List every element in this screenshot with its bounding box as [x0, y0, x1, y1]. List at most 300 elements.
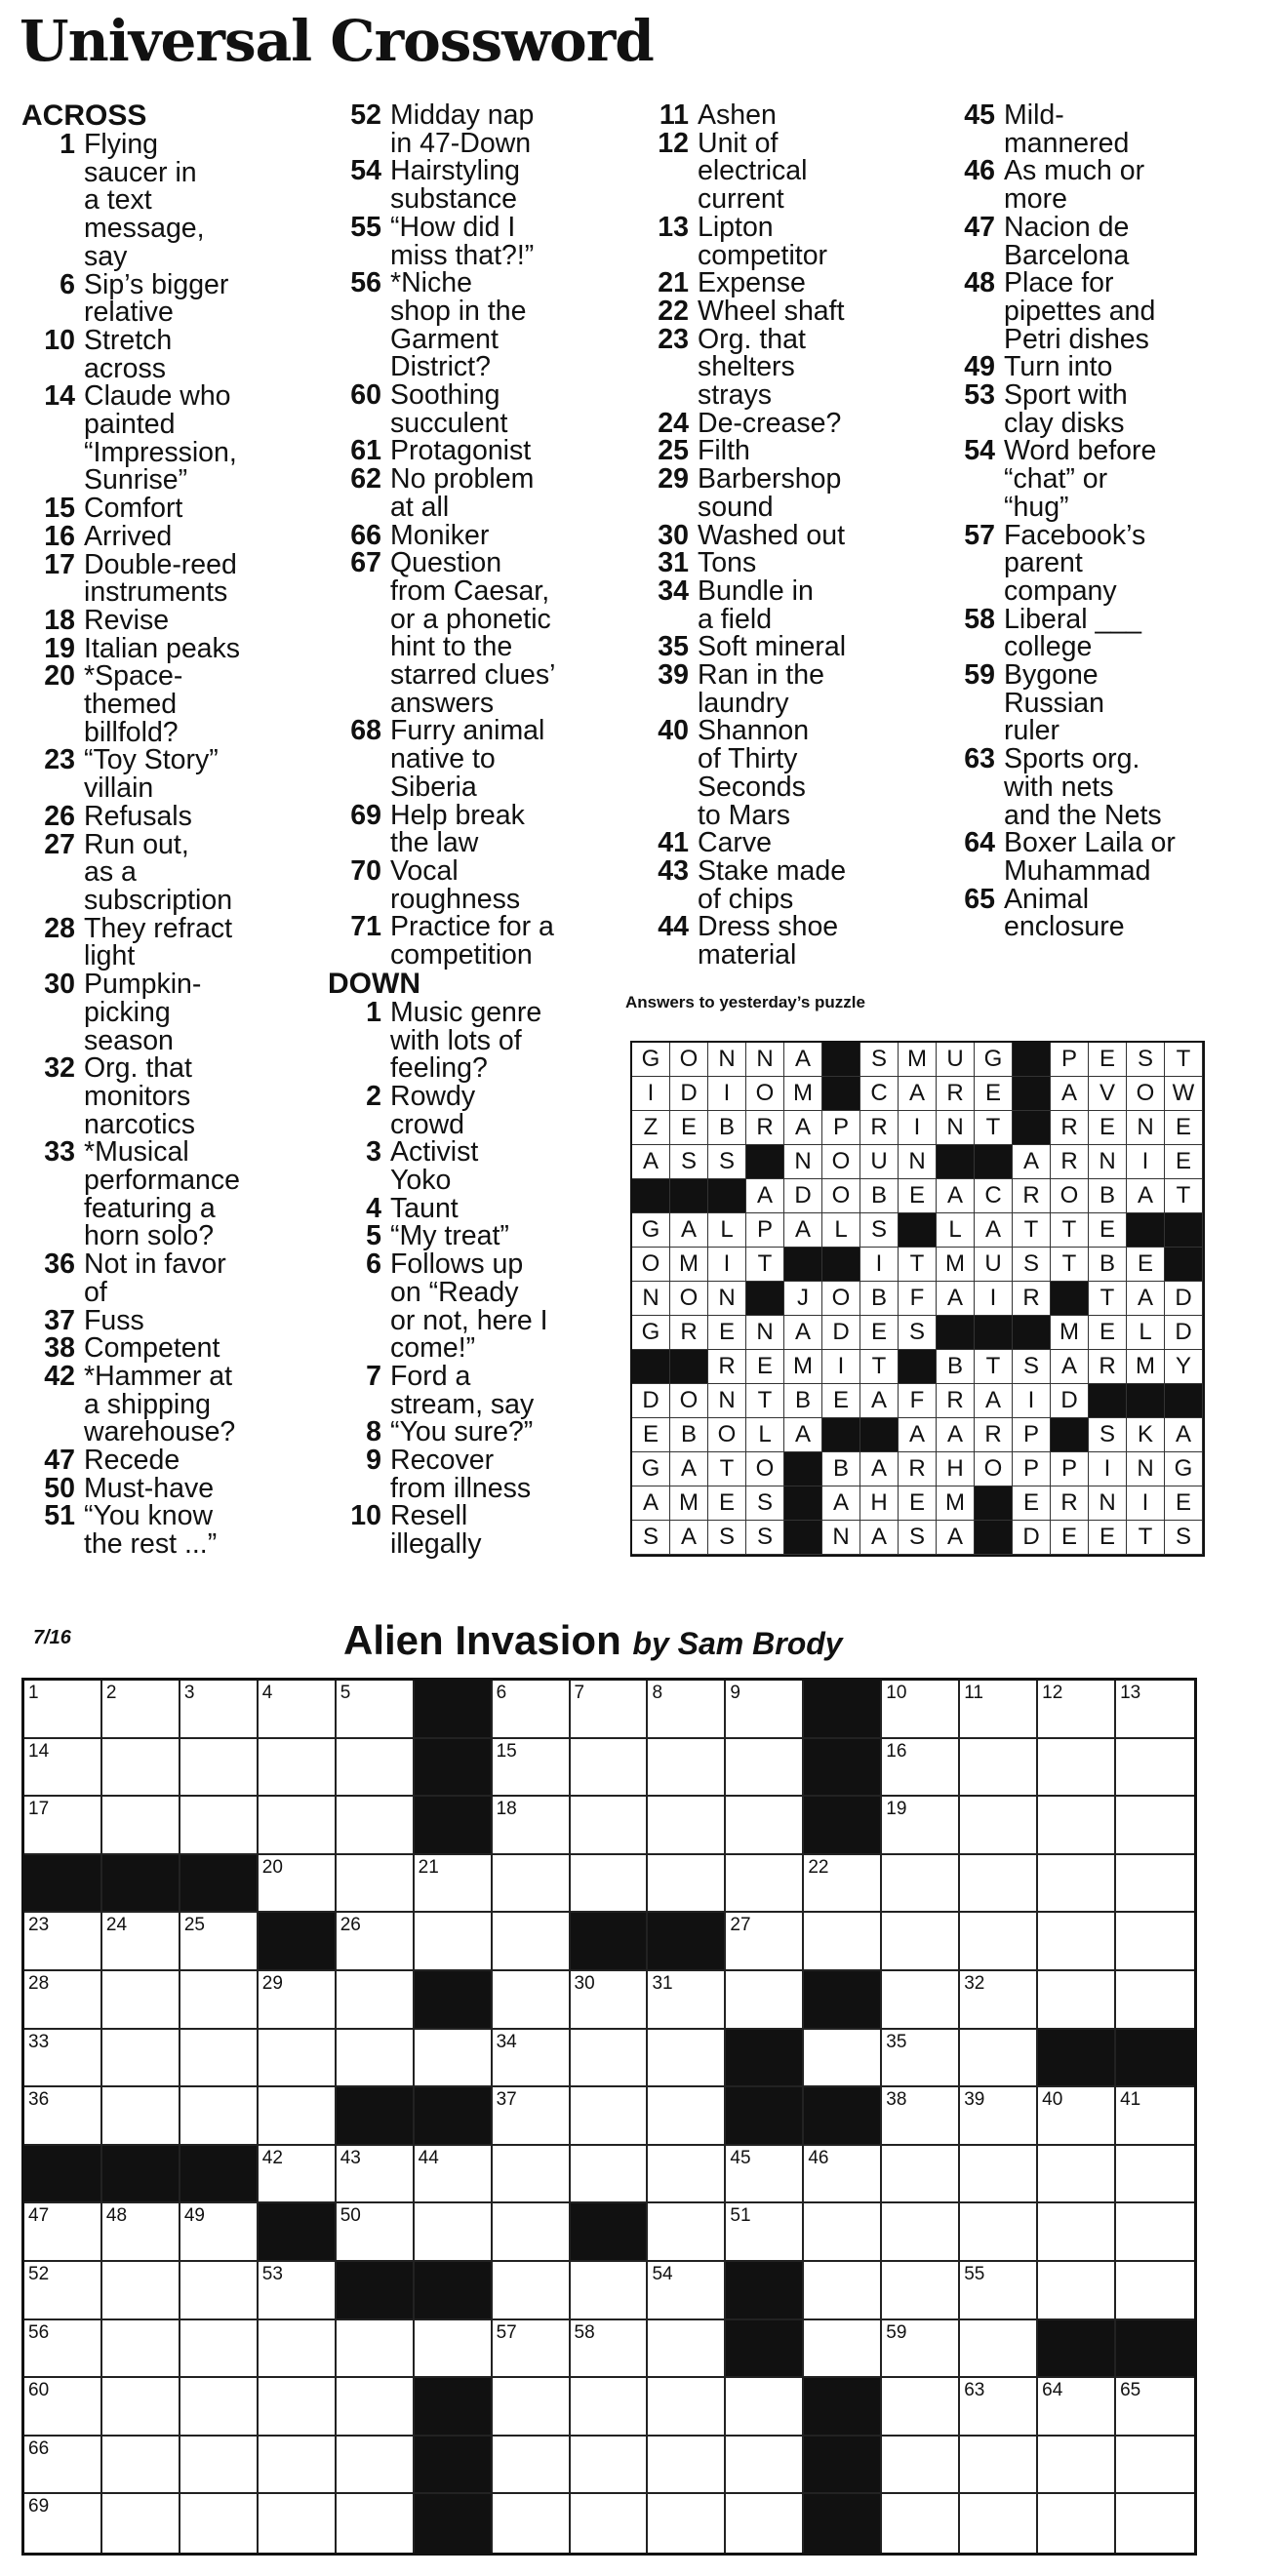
grid-cell[interactable]	[648, 2203, 726, 2262]
grid-cell[interactable]	[960, 1855, 1038, 1914]
clue-item	[635, 297, 933, 326]
answer-letter: R	[1051, 1486, 1089, 1521]
answer-letter: A	[1013, 1145, 1051, 1179]
grid-cell[interactable]	[337, 1739, 415, 1798]
grid-cell[interactable]	[24, 2494, 102, 2553]
grid-cell[interactable]	[415, 2203, 493, 2262]
grid-cell[interactable]	[960, 1797, 1038, 1855]
grid-cell[interactable]	[493, 1739, 571, 1798]
grid-cell[interactable]	[726, 2494, 804, 2553]
grid-cell[interactable]	[259, 2494, 337, 2553]
grid-cell[interactable]	[180, 2262, 259, 2320]
answer-black-square	[899, 1350, 937, 1384]
grid-cell[interactable]	[648, 1855, 726, 1914]
answer-letter: A	[670, 1213, 708, 1248]
clue-text	[390, 437, 625, 465]
grid-cell[interactable]	[571, 2146, 649, 2204]
grid-cell[interactable]	[102, 1797, 180, 1855]
grid-cell[interactable]	[648, 2087, 726, 2146]
answer-letter: N	[708, 1384, 746, 1418]
clue-text	[84, 800, 319, 832]
grid-cell[interactable]	[1116, 2203, 1194, 2262]
answer-letter: G	[632, 1043, 670, 1077]
clue-item	[328, 799, 625, 859]
grid-cell[interactable]	[102, 1971, 180, 2030]
answer-black-square	[784, 1521, 822, 1555]
clue-text-line: Dress shoe	[698, 911, 839, 943]
grid-cell[interactable]	[180, 2030, 259, 2088]
clue-text-line: Barbershop	[698, 463, 842, 495]
clue-text-line: relative	[84, 297, 174, 329]
grid-cell[interactable]	[337, 2437, 415, 2495]
grid-cell[interactable]	[648, 1681, 726, 1739]
grid-cell[interactable]	[1038, 1971, 1116, 2030]
grid-cell[interactable]	[804, 2320, 882, 2379]
grid-cell[interactable]	[1038, 2203, 1116, 2262]
grid-cell[interactable]	[1116, 2262, 1194, 2320]
grid-cell[interactable]	[180, 2437, 259, 2495]
answer-letter: B	[860, 1179, 899, 1213]
clue-text-line: from illness	[390, 1472, 532, 1504]
answer-letter: A	[975, 1384, 1013, 1418]
grid-cell[interactable]	[493, 1797, 571, 1855]
clue-text-line: Taunt	[390, 1192, 459, 1224]
answer-black-square	[1165, 1213, 1203, 1248]
grid-cell[interactable]	[571, 1855, 649, 1914]
grid-cell[interactable]	[571, 1681, 649, 1739]
grid-cell[interactable]	[804, 2203, 882, 2262]
grid-cell[interactable]	[960, 1971, 1038, 2030]
clue-number: 2	[366, 1080, 381, 1112]
grid-cell-number: 50	[340, 2205, 361, 2227]
clue-text-line: *Niche	[390, 267, 472, 299]
grid-cell[interactable]	[882, 2262, 960, 2320]
grid-cell[interactable]	[1038, 1797, 1116, 1855]
grid-cell[interactable]	[726, 1855, 804, 1914]
grid-cell[interactable]	[882, 2437, 960, 2495]
grid-cell[interactable]	[1038, 1855, 1116, 1914]
puzzle-title: Alien Invasion	[343, 1617, 621, 1663]
grid-cell[interactable]	[102, 2437, 180, 2495]
answer-letter: N	[937, 1111, 975, 1145]
clue-text-line: miss that?!”	[390, 239, 535, 271]
grid-cell[interactable]	[259, 1681, 337, 1739]
answer-letter: F	[899, 1282, 937, 1316]
clue-text	[390, 717, 625, 801]
grid-cell[interactable]	[1038, 2146, 1116, 2204]
clue-number: 3	[366, 1136, 381, 1169]
grid-black-square	[24, 2146, 102, 2204]
grid-cell[interactable]	[415, 2030, 493, 2088]
grid-cell[interactable]	[102, 2030, 180, 2088]
grid-cell[interactable]	[337, 2146, 415, 2204]
answer-black-square	[1013, 1111, 1051, 1145]
answer-black-square	[670, 1179, 708, 1213]
grid-cell[interactable]	[726, 1913, 804, 1971]
grid-cell[interactable]	[882, 1913, 960, 1971]
grid-cell-number: 46	[808, 2147, 829, 2168]
grid-cell[interactable]	[24, 1681, 102, 1739]
grid-cell[interactable]	[571, 1971, 649, 2030]
grid-cell[interactable]	[24, 1739, 102, 1798]
answer-letter: B	[937, 1350, 975, 1384]
grid-cell[interactable]	[493, 2494, 571, 2553]
grid-cell[interactable]	[415, 1913, 493, 1971]
grid-cell[interactable]	[102, 2087, 180, 2146]
grid-black-square	[415, 2378, 493, 2437]
grid-cell[interactable]	[1038, 2262, 1116, 2320]
clue-number: 71	[350, 911, 381, 943]
clue-text-line: Stretch	[84, 324, 173, 356]
grid-cell[interactable]	[726, 1797, 804, 1855]
clue-number: 25	[658, 435, 689, 467]
grid-cell[interactable]	[648, 2437, 726, 2495]
clue-number: 56	[350, 267, 381, 299]
clue-text	[390, 1080, 625, 1140]
grid-cell[interactable]	[24, 1971, 102, 2030]
grid-cell[interactable]	[960, 1739, 1038, 1798]
answer-letter: T	[975, 1111, 1013, 1145]
answer-letter: S	[899, 1316, 937, 1350]
grid-cell-number: 40	[1042, 2089, 1063, 2111]
clue-text	[390, 1192, 625, 1224]
grid-cell[interactable]	[804, 2146, 882, 2204]
grid-cell[interactable]	[102, 2378, 180, 2437]
grid-cell[interactable]	[804, 2030, 882, 2088]
grid-cell[interactable]	[882, 2494, 960, 2553]
clue-item	[21, 382, 319, 495]
grid-cell[interactable]	[648, 2262, 726, 2320]
grid-cell[interactable]	[180, 2203, 259, 2262]
grid-cell[interactable]	[180, 1739, 259, 1798]
clue-number: 28	[44, 912, 75, 944]
answer-letter: A	[1051, 1077, 1089, 1111]
clue-text	[1004, 661, 1239, 745]
grid-cell[interactable]	[102, 1681, 180, 1739]
grid-cell[interactable]	[259, 2437, 337, 2495]
grid-cell[interactable]	[1116, 1681, 1194, 1739]
clue-text-line: at all	[390, 491, 450, 523]
grid-cell[interactable]	[24, 2203, 102, 2262]
answer-black-square	[784, 1452, 822, 1486]
grid-cell[interactable]	[24, 2320, 102, 2379]
grid-cell[interactable]	[259, 2030, 337, 2088]
answer-letter: I	[1127, 1486, 1165, 1521]
grid-cell[interactable]	[804, 2262, 882, 2320]
grid-cell[interactable]	[259, 2146, 337, 2204]
grid-cell[interactable]	[180, 1913, 259, 1971]
grid-cell[interactable]	[415, 2146, 493, 2204]
answer-letter: E	[1165, 1111, 1203, 1145]
grid-cell[interactable]	[571, 2320, 649, 2379]
clue-text-line: Question	[390, 547, 502, 579]
grid-cell[interactable]	[493, 1971, 571, 2030]
grid-cell-number: 3	[183, 1683, 195, 1703]
grid-cell[interactable]	[882, 1681, 960, 1739]
clue-text-line: Vocal	[390, 854, 459, 887]
grid-cell[interactable]	[960, 1913, 1038, 1971]
grid-cell[interactable]	[648, 2146, 726, 2204]
grid-cell[interactable]	[960, 2378, 1038, 2437]
grid-cell[interactable]	[648, 1971, 726, 2030]
answer-letter: N	[1089, 1486, 1127, 1521]
clue-number: 55	[350, 211, 381, 243]
grid-cell[interactable]	[337, 1971, 415, 2030]
grid-cell[interactable]	[726, 2378, 804, 2437]
clue-text	[390, 799, 625, 859]
answer-letter: S	[670, 1145, 708, 1179]
grid-cell[interactable]	[493, 1913, 571, 1971]
grid-cell[interactable]	[102, 2494, 180, 2553]
grid-cell[interactable]	[180, 2378, 259, 2437]
grid-cell[interactable]	[1116, 1913, 1194, 1971]
answer-letter: T	[1089, 1282, 1127, 1316]
grid-cell[interactable]	[882, 2146, 960, 2204]
clue-item	[328, 155, 625, 216]
grid-cell[interactable]	[337, 2494, 415, 2553]
grid-cell[interactable]	[493, 2146, 571, 2204]
grid-cell[interactable]	[1038, 1739, 1116, 1798]
grid-cell[interactable]	[180, 2494, 259, 2553]
clue-item	[635, 633, 933, 661]
grid-cell[interactable]	[493, 1855, 571, 1914]
grid-cell[interactable]	[960, 2146, 1038, 2204]
grid-cell[interactable]	[726, 2146, 804, 2204]
answer-letter: F	[899, 1384, 937, 1418]
grid-cell[interactable]	[259, 2320, 337, 2379]
grid-cell[interactable]	[571, 2262, 649, 2320]
grid-cell[interactable]	[571, 2378, 649, 2437]
grid-cell[interactable]	[882, 1797, 960, 1855]
clue-text	[1004, 211, 1239, 271]
answer-letter: O	[670, 1384, 708, 1418]
grid-cell[interactable]	[24, 2378, 102, 2437]
grid-cell[interactable]	[1038, 2087, 1116, 2146]
grid-cell[interactable]	[960, 2437, 1038, 2495]
grid-cell[interactable]	[571, 2030, 649, 2088]
grid-cell[interactable]	[648, 2494, 726, 2553]
grid-cell[interactable]	[1116, 2146, 1194, 2204]
grid-cell[interactable]	[1116, 1855, 1194, 1914]
grid-cell[interactable]	[882, 2030, 960, 2088]
answer-letter: O	[1127, 1077, 1165, 1111]
answer-letter: A	[784, 1213, 822, 1248]
grid-cell[interactable]	[24, 2437, 102, 2495]
answer-letter: O	[1051, 1179, 1089, 1213]
grid-cell[interactable]	[960, 2203, 1038, 2262]
grid-cell[interactable]	[24, 2030, 102, 2088]
grid-cell[interactable]	[960, 2030, 1038, 2088]
grid-cell[interactable]	[960, 2262, 1038, 2320]
clue-item	[21, 912, 319, 972]
answer-letter: E	[1127, 1248, 1165, 1282]
grid-cell[interactable]	[259, 2262, 337, 2320]
clue-item	[941, 437, 1239, 521]
grid-cell[interactable]	[337, 2203, 415, 2262]
grid-cell[interactable]	[493, 2087, 571, 2146]
grid-cell[interactable]	[726, 2437, 804, 2495]
grid-cell[interactable]	[882, 2087, 960, 2146]
grid-cell[interactable]	[493, 2320, 571, 2379]
grid-cell[interactable]	[960, 2494, 1038, 2553]
grid-cell[interactable]	[337, 1913, 415, 1971]
grid-cell[interactable]	[180, 2320, 259, 2379]
clue-text	[1004, 883, 1239, 943]
clue-number: 17	[44, 548, 75, 580]
grid-cell[interactable]	[726, 1971, 804, 2030]
answer-letter: I	[899, 1111, 937, 1145]
grid-cell[interactable]	[571, 2087, 649, 2146]
answer-black-square	[975, 1521, 1013, 1555]
grid-cell[interactable]	[726, 1681, 804, 1739]
grid-cell[interactable]	[493, 2437, 571, 2495]
grid-cell[interactable]	[337, 1855, 415, 1914]
clue-text-line: a shipping	[84, 1388, 211, 1420]
grid-cell[interactable]	[648, 2030, 726, 2088]
grid-cell[interactable]	[648, 1739, 726, 1798]
grid-cell[interactable]	[1038, 2494, 1116, 2553]
grid-cell[interactable]	[1116, 1739, 1194, 1798]
grid-cell[interactable]	[1038, 2378, 1116, 2437]
grid-cell[interactable]	[180, 1971, 259, 2030]
grid-cell[interactable]	[259, 2087, 337, 2146]
clue-text-line: Rowdy	[390, 1080, 476, 1112]
grid-cell[interactable]	[726, 1739, 804, 1798]
grid-cell-number: 54	[652, 2263, 673, 2284]
answer-letter: B	[670, 1418, 708, 1452]
grid-cell[interactable]	[571, 2437, 649, 2495]
grid-cell[interactable]	[102, 2203, 180, 2262]
grid-cell[interactable]	[960, 2087, 1038, 2146]
grid-cell[interactable]	[415, 2320, 493, 2379]
grid-cell[interactable]	[337, 1681, 415, 1739]
grid-cell[interactable]	[102, 2262, 180, 2320]
grid-cell[interactable]	[1116, 1797, 1194, 1855]
grid-cell-number: 22	[808, 1856, 829, 1878]
grid-cell[interactable]	[24, 1913, 102, 1971]
grid-cell[interactable]	[1116, 2087, 1194, 2146]
grid-cell[interactable]	[102, 1739, 180, 1798]
answer-black-square	[937, 1316, 975, 1350]
grid-cell[interactable]	[180, 1797, 259, 1855]
grid-cell[interactable]	[1116, 1971, 1194, 2030]
grid-cell[interactable]	[102, 2320, 180, 2379]
grid-cell-number: 64	[1042, 2380, 1063, 2401]
grid-cell[interactable]	[571, 1739, 649, 1798]
grid-cell-number: 13	[1120, 1683, 1141, 1703]
clue-text-line: illegally	[390, 1528, 482, 1561]
answer-letter: A	[899, 1077, 937, 1111]
answer-letter: O	[670, 1043, 708, 1077]
answer-letter: E	[746, 1350, 784, 1384]
clue-text	[84, 1360, 319, 1448]
grid-cell[interactable]	[882, 2320, 960, 2379]
answer-letter: I	[860, 1248, 899, 1282]
grid-cell[interactable]	[337, 2320, 415, 2379]
grid-cell[interactable]	[571, 1797, 649, 1855]
grid-cell[interactable]	[726, 2203, 804, 2262]
answer-black-square	[784, 1248, 822, 1282]
grid-cell[interactable]	[259, 2378, 337, 2437]
grid-cell[interactable]	[337, 2030, 415, 2088]
grid-cell[interactable]	[259, 1797, 337, 1855]
grid-cell[interactable]	[1116, 2437, 1194, 2495]
grid-cell[interactable]	[960, 1681, 1038, 1739]
clue-item	[941, 519, 1239, 607]
grid-cell[interactable]	[960, 2320, 1038, 2379]
grid-cell-number: 6	[496, 1683, 507, 1703]
grid-cell[interactable]	[1038, 1681, 1116, 1739]
grid-cell[interactable]	[882, 1971, 960, 2030]
clue-text	[698, 465, 933, 521]
clue-item	[635, 323, 933, 412]
grid-cell[interactable]	[493, 1681, 571, 1739]
grid-cell[interactable]	[648, 2320, 726, 2379]
clue-item	[328, 913, 625, 969]
clue-text	[698, 854, 933, 915]
grid-cell[interactable]	[180, 2087, 259, 2146]
grid-cell[interactable]	[882, 1739, 960, 1798]
grid-cell[interactable]	[493, 2203, 571, 2262]
clue-number: 58	[964, 603, 995, 635]
grid-cell[interactable]	[24, 1797, 102, 1855]
answer-letter: U	[937, 1043, 975, 1077]
clue-item	[21, 1250, 319, 1306]
grid-cell[interactable]	[259, 1739, 337, 1798]
grid-cell[interactable]	[259, 1855, 337, 1914]
answer-letter: T	[1127, 1521, 1165, 1555]
clue-text-line: Soothing	[390, 379, 500, 412]
clue-text-line: across	[84, 352, 166, 384]
grid-cell[interactable]	[882, 2203, 960, 2262]
grid-cell[interactable]	[415, 1855, 493, 1914]
answer-letter: A	[1127, 1179, 1165, 1213]
grid-cell[interactable]	[1116, 2378, 1194, 2437]
clue-text-line: of chips	[698, 883, 794, 915]
grid-cell-number: 4	[261, 1683, 273, 1703]
grid-cell[interactable]	[648, 1797, 726, 1855]
grid-cell[interactable]	[259, 1971, 337, 2030]
grid-cell[interactable]	[24, 2262, 102, 2320]
clue-text	[84, 604, 319, 636]
grid-cell[interactable]	[1038, 2437, 1116, 2495]
grid-cell[interactable]	[804, 1913, 882, 1971]
answer-letter: R	[746, 1111, 784, 1145]
clue-number: 26	[44, 800, 75, 832]
grid-cell[interactable]	[180, 1681, 259, 1739]
grid-cell[interactable]	[648, 2378, 726, 2437]
grid-cell[interactable]	[1116, 2494, 1194, 2553]
clue-text-line: Resell	[390, 1500, 468, 1532]
grid-cell[interactable]	[493, 2030, 571, 2088]
grid-cell[interactable]	[882, 2378, 960, 2437]
grid-cell[interactable]	[337, 1797, 415, 1855]
grid-cell[interactable]	[102, 1913, 180, 1971]
clue-text-line: Turn into	[1004, 351, 1113, 383]
grid-cell[interactable]	[24, 2087, 102, 2146]
grid-cell[interactable]	[493, 2262, 571, 2320]
grid-cell[interactable]	[337, 2378, 415, 2437]
grid-cell[interactable]	[882, 1855, 960, 1914]
grid-cell[interactable]	[1038, 1913, 1116, 1971]
grid-cell[interactable]	[493, 2378, 571, 2437]
grid-cell[interactable]	[804, 1855, 882, 1914]
answer-letter: V	[1089, 1077, 1127, 1111]
clue-text-line: stream, say	[390, 1388, 535, 1420]
grid-cell-number: 2	[105, 1683, 117, 1703]
clue-number: 30	[658, 519, 689, 551]
grid-cell[interactable]	[571, 2494, 649, 2553]
